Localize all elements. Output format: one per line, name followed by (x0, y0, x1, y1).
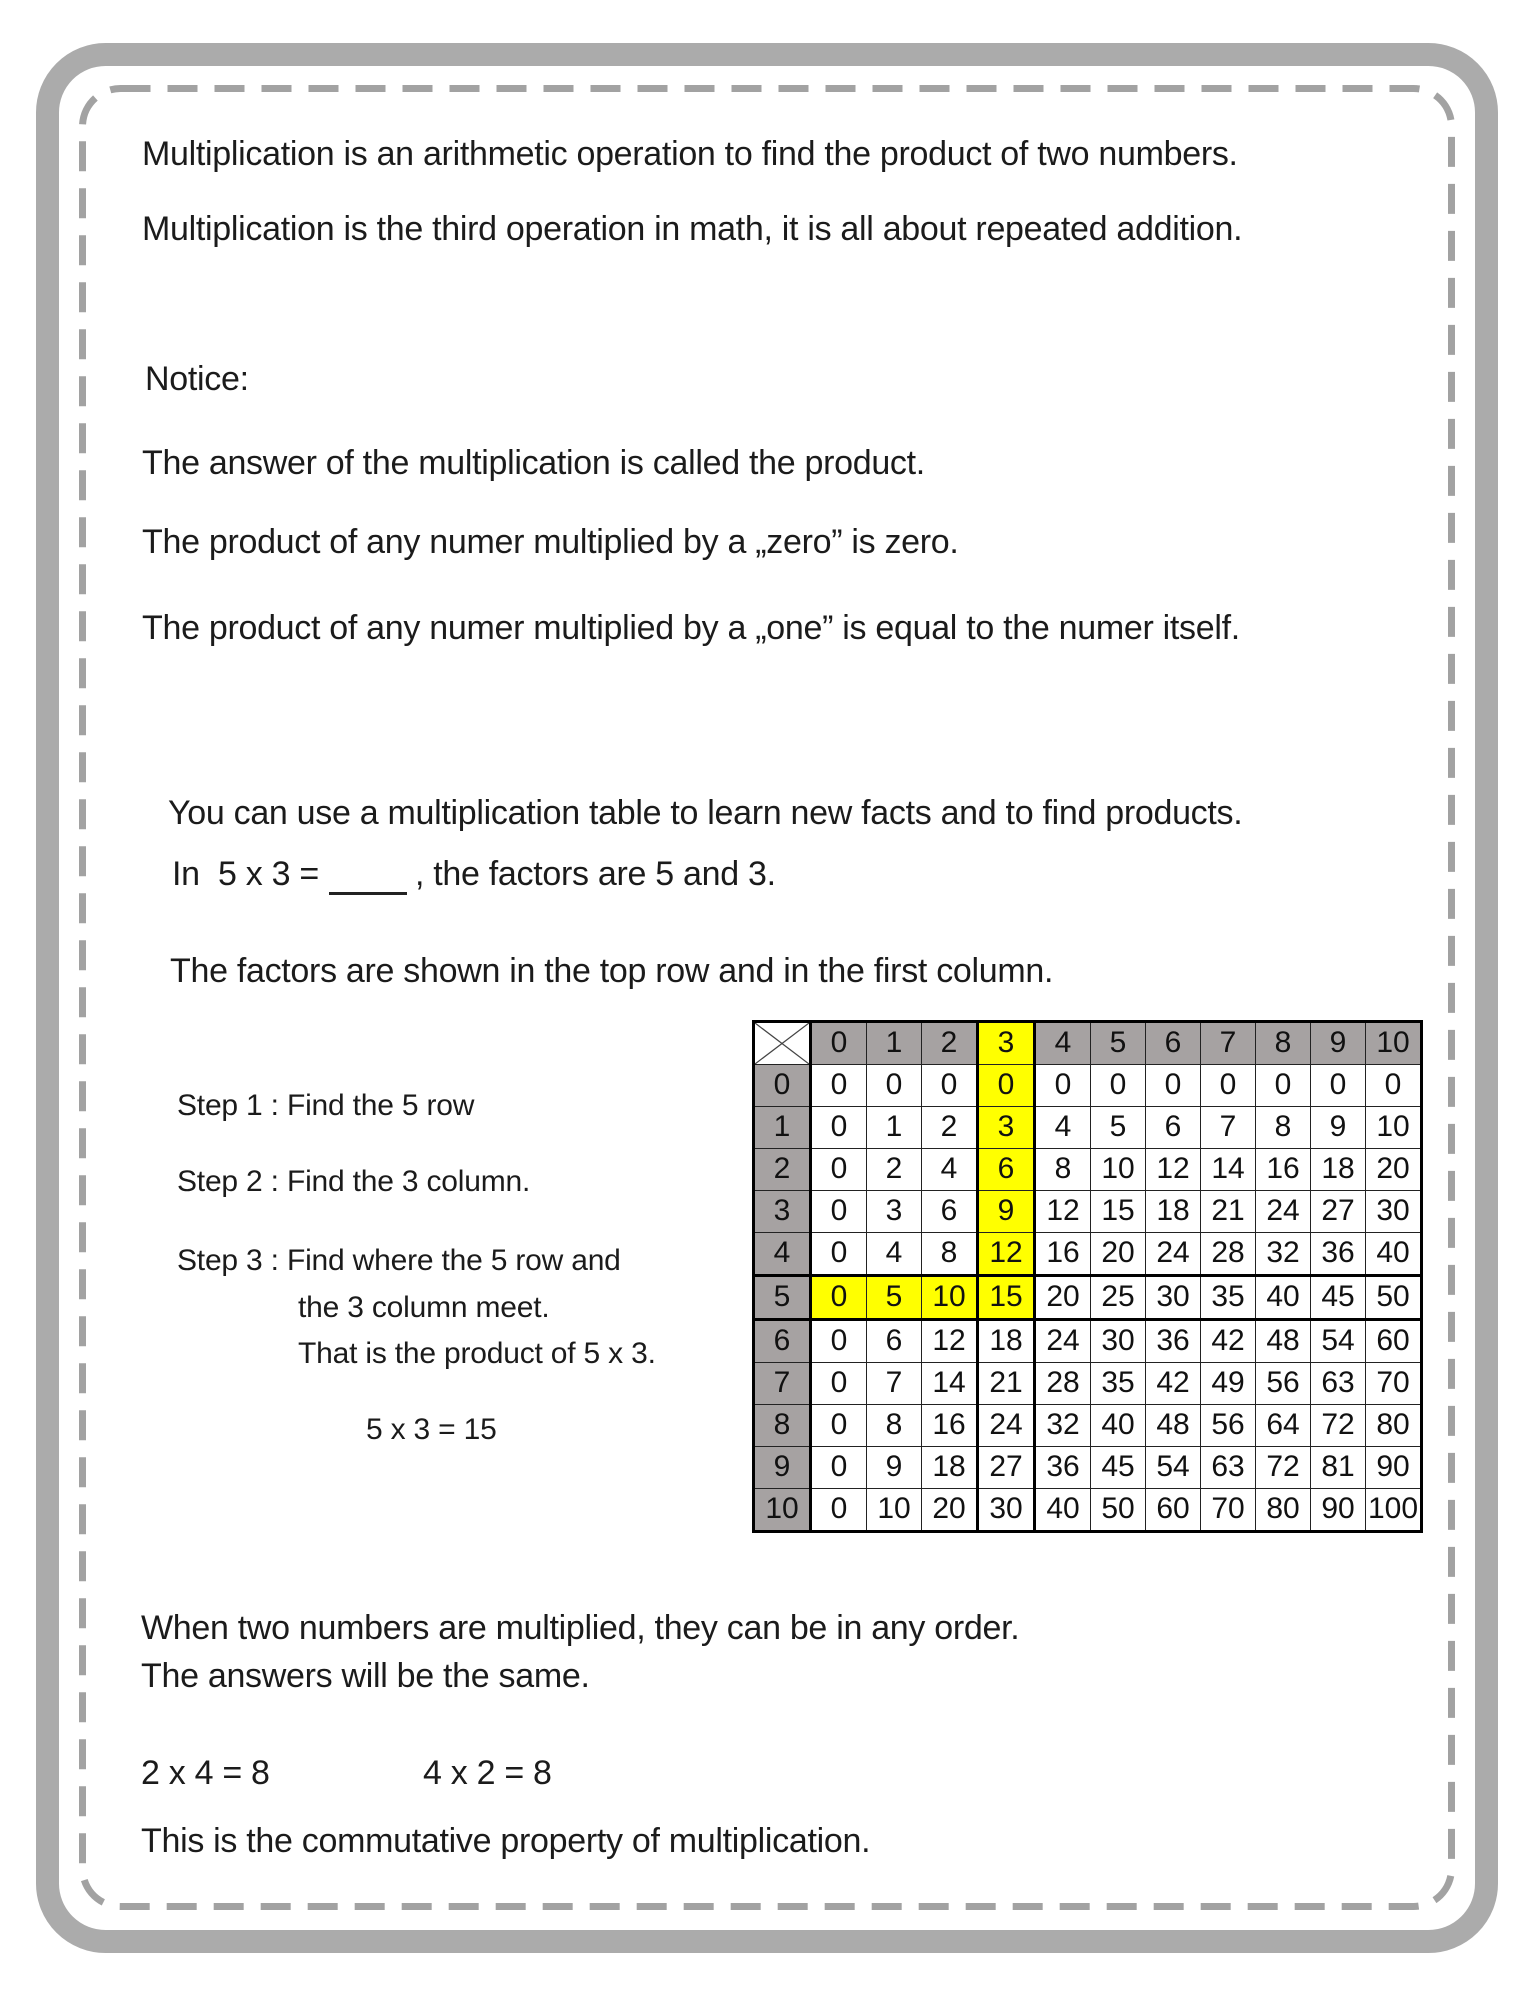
table-cell-2x10: 20 (1366, 1149, 1422, 1191)
table-cell-2x9: 18 (1311, 1149, 1366, 1191)
table-cell-8x2: 16 (922, 1405, 978, 1447)
table-cell-5x5: 25 (1091, 1276, 1146, 1320)
table-cell-9x8: 72 (1256, 1447, 1311, 1489)
table-cell-3x0: 0 (811, 1191, 867, 1233)
commutative-line-3: This is the commutative property of multiplication. (141, 1822, 871, 1860)
answer-blank (329, 862, 407, 895)
table-cell-8x6: 48 (1146, 1405, 1201, 1447)
table-cell-8x10: 80 (1366, 1405, 1422, 1447)
table-cell-2x5: 10 (1091, 1149, 1146, 1191)
equation-suffix: , the factors are 5 and 3. (414, 855, 776, 893)
table-cell-8x4: 32 (1035, 1405, 1091, 1447)
table-cell-1x8: 8 (1256, 1107, 1311, 1149)
table-cell-3x8: 24 (1256, 1191, 1311, 1233)
table-cell-7x3: 21 (978, 1363, 1035, 1405)
row-header-7: 7 (754, 1363, 811, 1405)
table-row-7 (754, 1363, 1422, 1405)
table-cell-5x0: 0 (811, 1276, 867, 1320)
table-row-10 (754, 1489, 1422, 1532)
table-cell-10x3: 30 (978, 1489, 1035, 1532)
table-cell-7x5: 35 (1091, 1363, 1146, 1405)
table-cell-0x2: 0 (922, 1065, 978, 1107)
table-cell-9x7: 63 (1201, 1447, 1256, 1489)
table-cell-1x4: 4 (1035, 1107, 1091, 1149)
table-cell-10x4: 40 (1035, 1489, 1091, 1532)
notice-item-2: The product of any numer multiplied by a „zero” is zero. (142, 523, 959, 561)
table-cell-0x10: 0 (1366, 1065, 1422, 1107)
step-2: Step 2 : Find the 3 column. (177, 1165, 531, 1198)
table-cell-5x2: 10 (922, 1276, 978, 1320)
table-cell-6x6: 36 (1146, 1320, 1201, 1363)
table-cell-4x7: 28 (1201, 1233, 1256, 1276)
table-cell-2x0: 0 (811, 1149, 867, 1191)
table-cell-4x4: 16 (1035, 1233, 1091, 1276)
row-header-9: 9 (754, 1447, 811, 1489)
table-row-2 (754, 1149, 1422, 1191)
col-header-5: 5 (1091, 1022, 1146, 1065)
table-cell-1x5: 5 (1091, 1107, 1146, 1149)
table-cell-10x6: 60 (1146, 1489, 1201, 1532)
col-header-1: 1 (867, 1022, 922, 1065)
table-cell-4x6: 24 (1146, 1233, 1201, 1276)
table-cell-8x0: 0 (811, 1405, 867, 1447)
col-header-10: 10 (1366, 1022, 1422, 1065)
equation-line (172, 855, 776, 895)
table-cell-2x3: 6 (978, 1149, 1035, 1191)
table-row-0 (754, 1065, 1422, 1107)
table-row-6 (754, 1320, 1422, 1363)
table-cell-3x4: 12 (1035, 1191, 1091, 1233)
table-cell-2x8: 16 (1256, 1149, 1311, 1191)
table-cell-1x1: 1 (867, 1107, 922, 1149)
row-header-6: 6 (754, 1320, 811, 1363)
intro-line-1: Multiplication is an arithmetic operation to find the product of two numbers. (142, 135, 1238, 173)
table-cell-9x1: 9 (867, 1447, 922, 1489)
cross-icon (755, 1023, 809, 1064)
table-cell-0x3: 0 (978, 1065, 1035, 1107)
table-cell-5x9: 45 (1311, 1276, 1366, 1320)
multiplication-table (752, 1020, 1423, 1533)
table-cell-5x8: 40 (1256, 1276, 1311, 1320)
factors-line: The factors are shown in the top row and in the first column. (170, 952, 1054, 990)
col-header-8: 8 (1256, 1022, 1311, 1065)
table-cell-1x2: 2 (922, 1107, 978, 1149)
table-cell-8x1: 8 (867, 1405, 922, 1447)
col-header-2: 2 (922, 1022, 978, 1065)
table-cell-7x2: 14 (922, 1363, 978, 1405)
table-header-row (754, 1022, 1422, 1065)
row-header-10: 10 (754, 1489, 811, 1532)
table-cell-5x10: 50 (1366, 1276, 1422, 1320)
table-cell-2x6: 12 (1146, 1149, 1201, 1191)
notice-item-3: The product of any numer multiplied by a „one” is equal to the numer itself. (142, 609, 1240, 647)
table-cell-5x1: 5 (867, 1276, 922, 1320)
table-cell-8x9: 72 (1311, 1405, 1366, 1447)
step-3-line-1: Step 3 : Find where the 5 row and (177, 1244, 621, 1277)
table-row-1 (754, 1107, 1422, 1149)
table-cell-0x5: 0 (1091, 1065, 1146, 1107)
table-cell-1x7: 7 (1201, 1107, 1256, 1149)
col-header-6: 6 (1146, 1022, 1201, 1065)
row-header-4: 4 (754, 1233, 811, 1276)
table-cell-9x5: 45 (1091, 1447, 1146, 1489)
notice-item-1: The answer of the multiplication is called the product. (142, 444, 925, 482)
table-cell-3x2: 6 (922, 1191, 978, 1233)
table-cell-0x7: 0 (1201, 1065, 1256, 1107)
table-cell-6x5: 30 (1091, 1320, 1146, 1363)
row-header-3: 3 (754, 1191, 811, 1233)
commutative-equation-2: 4 x 2 = 8 (423, 1754, 552, 1792)
table-cell-5x3: 15 (978, 1276, 1035, 1320)
table-cell-5x4: 20 (1035, 1276, 1091, 1320)
table-cell-3x9: 27 (1311, 1191, 1366, 1233)
table-row-3 (754, 1191, 1422, 1233)
table-cell-7x10: 70 (1366, 1363, 1422, 1405)
table-cell-0x4: 0 (1035, 1065, 1091, 1107)
table-cell-10x5: 50 (1091, 1489, 1146, 1532)
table-cell-6x7: 42 (1201, 1320, 1256, 1363)
table-cell-3x6: 18 (1146, 1191, 1201, 1233)
commutative-equation-1: 2 x 4 = 8 (141, 1754, 270, 1792)
table-cell-9x3: 27 (978, 1447, 1035, 1489)
table-intro-line: You can use a multiplication table to learn new facts and to find products. (168, 794, 1243, 832)
table-cell-0x1: 0 (867, 1065, 922, 1107)
intro-line-2: Multiplication is the third operation in math, it is all about repeated addition. (142, 210, 1243, 248)
table-row-5 (754, 1276, 1422, 1320)
col-header-7: 7 (1201, 1022, 1256, 1065)
table-cell-5x7: 35 (1201, 1276, 1256, 1320)
col-header-3: 3 (978, 1022, 1035, 1065)
col-header-0: 0 (811, 1022, 867, 1065)
row-header-2: 2 (754, 1149, 811, 1191)
table-cell-0x6: 0 (1146, 1065, 1201, 1107)
table-cell-6x1: 6 (867, 1320, 922, 1363)
table-cell-3x3: 9 (978, 1191, 1035, 1233)
table-cell-2x1: 2 (867, 1149, 922, 1191)
table-cell-10x1: 10 (867, 1489, 922, 1532)
table-cell-8x5: 40 (1091, 1405, 1146, 1447)
table-cell-0x0: 0 (811, 1065, 867, 1107)
step-3-line-2: the 3 column meet. (298, 1291, 550, 1324)
table-cell-9x4: 36 (1035, 1447, 1091, 1489)
row-header-8: 8 (754, 1405, 811, 1447)
table-cell-5x6: 30 (1146, 1276, 1201, 1320)
table-cell-10x0: 0 (811, 1489, 867, 1532)
table-cell-10x10: 100 (1366, 1489, 1422, 1532)
table-cell-10x9: 90 (1311, 1489, 1366, 1532)
table-cell-6x3: 18 (978, 1320, 1035, 1363)
table-cell-3x5: 15 (1091, 1191, 1146, 1233)
table-row-8 (754, 1405, 1422, 1447)
row-header-1: 1 (754, 1107, 811, 1149)
step-3-line-3: That is the product of 5 x 3. (298, 1337, 656, 1370)
step-result: 5 x 3 = 15 (366, 1413, 497, 1446)
table-cell-7x9: 63 (1311, 1363, 1366, 1405)
col-header-9: 9 (1311, 1022, 1366, 1065)
table-cell-4x2: 8 (922, 1233, 978, 1276)
table-cell-7x1: 7 (867, 1363, 922, 1405)
table-cell-6x2: 12 (922, 1320, 978, 1363)
row-header-5: 5 (754, 1276, 811, 1320)
table-cell-7x7: 49 (1201, 1363, 1256, 1405)
diagonal-cross-cell (754, 1022, 811, 1065)
table-cell-8x7: 56 (1201, 1405, 1256, 1447)
table-cell-3x1: 3 (867, 1191, 922, 1233)
notice-heading: Notice: (145, 360, 249, 398)
table-cell-2x4: 8 (1035, 1149, 1091, 1191)
table-cell-1x10: 10 (1366, 1107, 1422, 1149)
table-cell-6x10: 60 (1366, 1320, 1422, 1363)
table-cell-9x9: 81 (1311, 1447, 1366, 1489)
table-cell-4x8: 32 (1256, 1233, 1311, 1276)
table-cell-1x0: 0 (811, 1107, 867, 1149)
table-cell-6x4: 24 (1035, 1320, 1091, 1363)
row-header-0: 0 (754, 1065, 811, 1107)
equation-prefix: In 5 x 3 = (172, 855, 319, 893)
table-cell-1x9: 9 (1311, 1107, 1366, 1149)
table-cell-3x10: 30 (1366, 1191, 1422, 1233)
table-cell-1x6: 6 (1146, 1107, 1201, 1149)
table-cell-4x0: 0 (811, 1233, 867, 1276)
table-cell-7x4: 28 (1035, 1363, 1091, 1405)
table-cell-7x0: 0 (811, 1363, 867, 1405)
table-cell-6x9: 54 (1311, 1320, 1366, 1363)
table-cell-10x7: 70 (1201, 1489, 1256, 1532)
table-cell-4x10: 40 (1366, 1233, 1422, 1276)
table-cell-9x10: 90 (1366, 1447, 1422, 1489)
table-cell-0x8: 0 (1256, 1065, 1311, 1107)
table-cell-9x6: 54 (1146, 1447, 1201, 1489)
commutative-line-2: The answers will be the same. (141, 1657, 590, 1695)
table-cell-10x8: 80 (1256, 1489, 1311, 1532)
table-row-4 (754, 1233, 1422, 1276)
table-cell-0x9: 0 (1311, 1065, 1366, 1107)
table-cell-6x0: 0 (811, 1320, 867, 1363)
table-cell-8x8: 64 (1256, 1405, 1311, 1447)
table-cell-9x2: 18 (922, 1447, 978, 1489)
table-cell-4x3: 12 (978, 1233, 1035, 1276)
table-cell-6x8: 48 (1256, 1320, 1311, 1363)
table-cell-7x8: 56 (1256, 1363, 1311, 1405)
table-cell-4x1: 4 (867, 1233, 922, 1276)
table-cell-2x2: 4 (922, 1149, 978, 1191)
table-cell-3x7: 21 (1201, 1191, 1256, 1233)
table-cell-7x6: 42 (1146, 1363, 1201, 1405)
table-cell-9x0: 0 (811, 1447, 867, 1489)
table-cell-1x3: 3 (978, 1107, 1035, 1149)
commutative-line-1: When two numbers are multiplied, they can be in any order. (141, 1609, 1020, 1647)
table-row-9 (754, 1447, 1422, 1489)
step-1: Step 1 : Find the 5 row (177, 1089, 475, 1122)
table-cell-8x3: 24 (978, 1405, 1035, 1447)
table-cell-2x7: 14 (1201, 1149, 1256, 1191)
table-cell-4x9: 36 (1311, 1233, 1366, 1276)
table-cell-4x5: 20 (1091, 1233, 1146, 1276)
col-header-4: 4 (1035, 1022, 1091, 1065)
table-cell-10x2: 20 (922, 1489, 978, 1532)
